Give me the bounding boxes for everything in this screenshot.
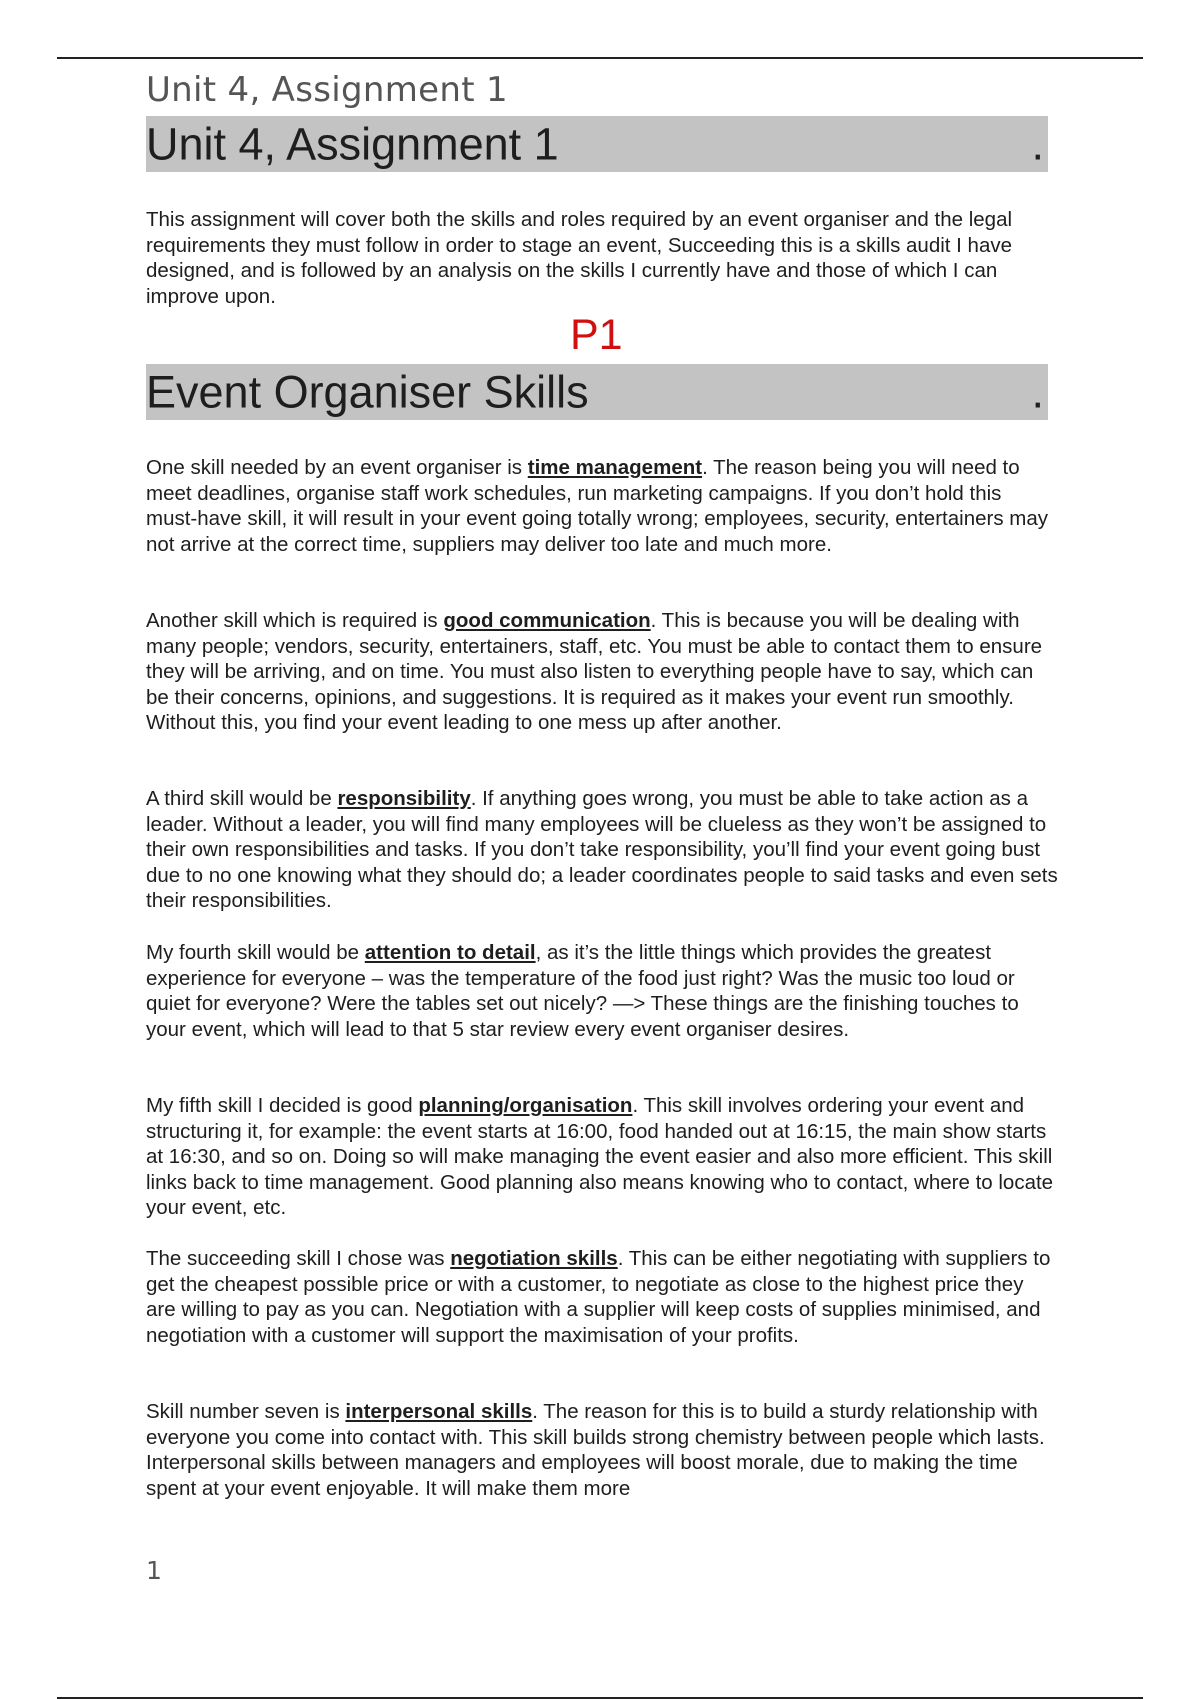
paragraph-text-after: . The reason being you will need to meet deadlines, organise staff work schedules, run marketing campaigns. If you don’t hold this must-have skill, it will result in your event going totally wrong; employees, security, entertainers may not arrive at the correct time, suppliers may deliver too late and much more. <box>146 456 1048 556</box>
section-heading: Event Organiser Skills <box>146 366 589 418</box>
skill-paragraph <box>146 455 1058 557</box>
paragraph-text-before: Skill number seven is <box>146 1400 346 1423</box>
paragraph-text-before: The succeeding skill I chose was <box>146 1247 451 1270</box>
running-header: Unit 4, Assignment 1 <box>146 70 508 110</box>
skill-paragraph <box>146 1399 1058 1501</box>
paragraph-text-after: . This can be either negotiating with suppliers to get the cheapest possible price or with a customer, to negotiate as close to the highest price they are willing to pay as you can. Negotiation with a supplier will keep costs of supplies minimised, and negotiation with a customer will support the maximisation of your profits. <box>146 1247 1051 1347</box>
top-rule <box>57 57 1143 59</box>
section-heading-bar <box>146 364 1048 420</box>
skill-term: planning/organisation <box>418 1094 633 1117</box>
paragraph-text-before: My fourth skill would be <box>146 941 365 964</box>
paragraph-text-after: , as it’s the little things which provides the greatest experience for everyone – was the temperature of the food just right? Was the music too loud or quiet for everyone? Were the tables set out nicely? —> These things are the finishing touches to your event, which will lead to that 5 star review every event organiser desires. <box>146 941 1019 1041</box>
paragraph-text-after: . If anything goes wrong, you must be able to take action as a leader. Without a leader, you will find many employees will be clueless as they won’t be assigned to their own responsibilities and tasks. If you don’t take responsibility, you’ll find your event going bust due to no one knowing what they should do; a leader coordinates people to said tasks and even sets their responsibilities. <box>146 787 1058 912</box>
skill-paragraph <box>146 1093 1058 1221</box>
skill-paragraph <box>146 1246 1058 1348</box>
paragraph-text-before: Another skill which is required is <box>146 609 444 632</box>
bottom-rule <box>57 1697 1143 1699</box>
title-bar <box>146 116 1048 172</box>
paragraph-text-after: . This is because you will be dealing with many people; vendors, security, entertainers, staff, etc. You must be able to contact them to ensure they will be arriving, and on time. You must also listen to everything people have to say, which can be their concerns, opinions, and suggestions. It is required as it makes your event run smoothly. Without this, you find your event leading to one mess up after another. <box>146 609 1043 734</box>
skill-term: good communication <box>443 609 651 632</box>
skill-paragraph <box>146 940 1058 1042</box>
paragraph-text-before: My fifth skill I decided is good <box>146 1094 419 1117</box>
skill-paragraph <box>146 608 1058 736</box>
paragraph-text-after: . The reason for this is to build a sturdy relationship with everyone you come into contact with. This skill builds strong chemistry between people which lasts. Interpersonal skills between managers and employees will boost morale, due to making the time spent at your event enjoyable. It will make them more <box>146 1400 1045 1500</box>
intro-paragraph: This assignment will cover both the skills and roles required by an event organiser and the legal requirements they must follow in order to stage an event, Succeeding this is a skills audit I have designed, and is followed by an analysis on the skills I currently have and those of which I can improve upon. <box>146 208 1013 308</box>
page-number: 1 <box>146 1556 162 1585</box>
paragraph-text-after: . This skill involves ordering your event and structuring it, for example: the event starts at 16:00, food handed out at 16:15, the main show starts at 16:30, and so on. Doing so will make managing the event easier and also more efficient. This skill links back to time management. Good planning also means knowing who to contact, where to locate your event, etc. <box>146 1094 1054 1219</box>
paragraph-text-before: One skill needed by an event organiser is <box>146 456 528 479</box>
skill-term: interpersonal skills <box>345 1400 533 1423</box>
skill-term: negotiation skills <box>450 1247 618 1270</box>
skill-paragraph <box>146 786 1058 914</box>
paragraph-text-before: A third skill would be <box>146 787 338 810</box>
skill-term: responsibility <box>337 787 471 810</box>
skill-term: time management <box>527 456 703 479</box>
title-bar-trailing-mark: . <box>1031 118 1044 170</box>
skill-term: attention to detail <box>364 941 536 964</box>
document-title: Unit 4, Assignment 1 <box>146 118 559 170</box>
criterion-marker: P1 <box>570 311 623 359</box>
section-heading-trailing-mark: . <box>1031 366 1044 418</box>
